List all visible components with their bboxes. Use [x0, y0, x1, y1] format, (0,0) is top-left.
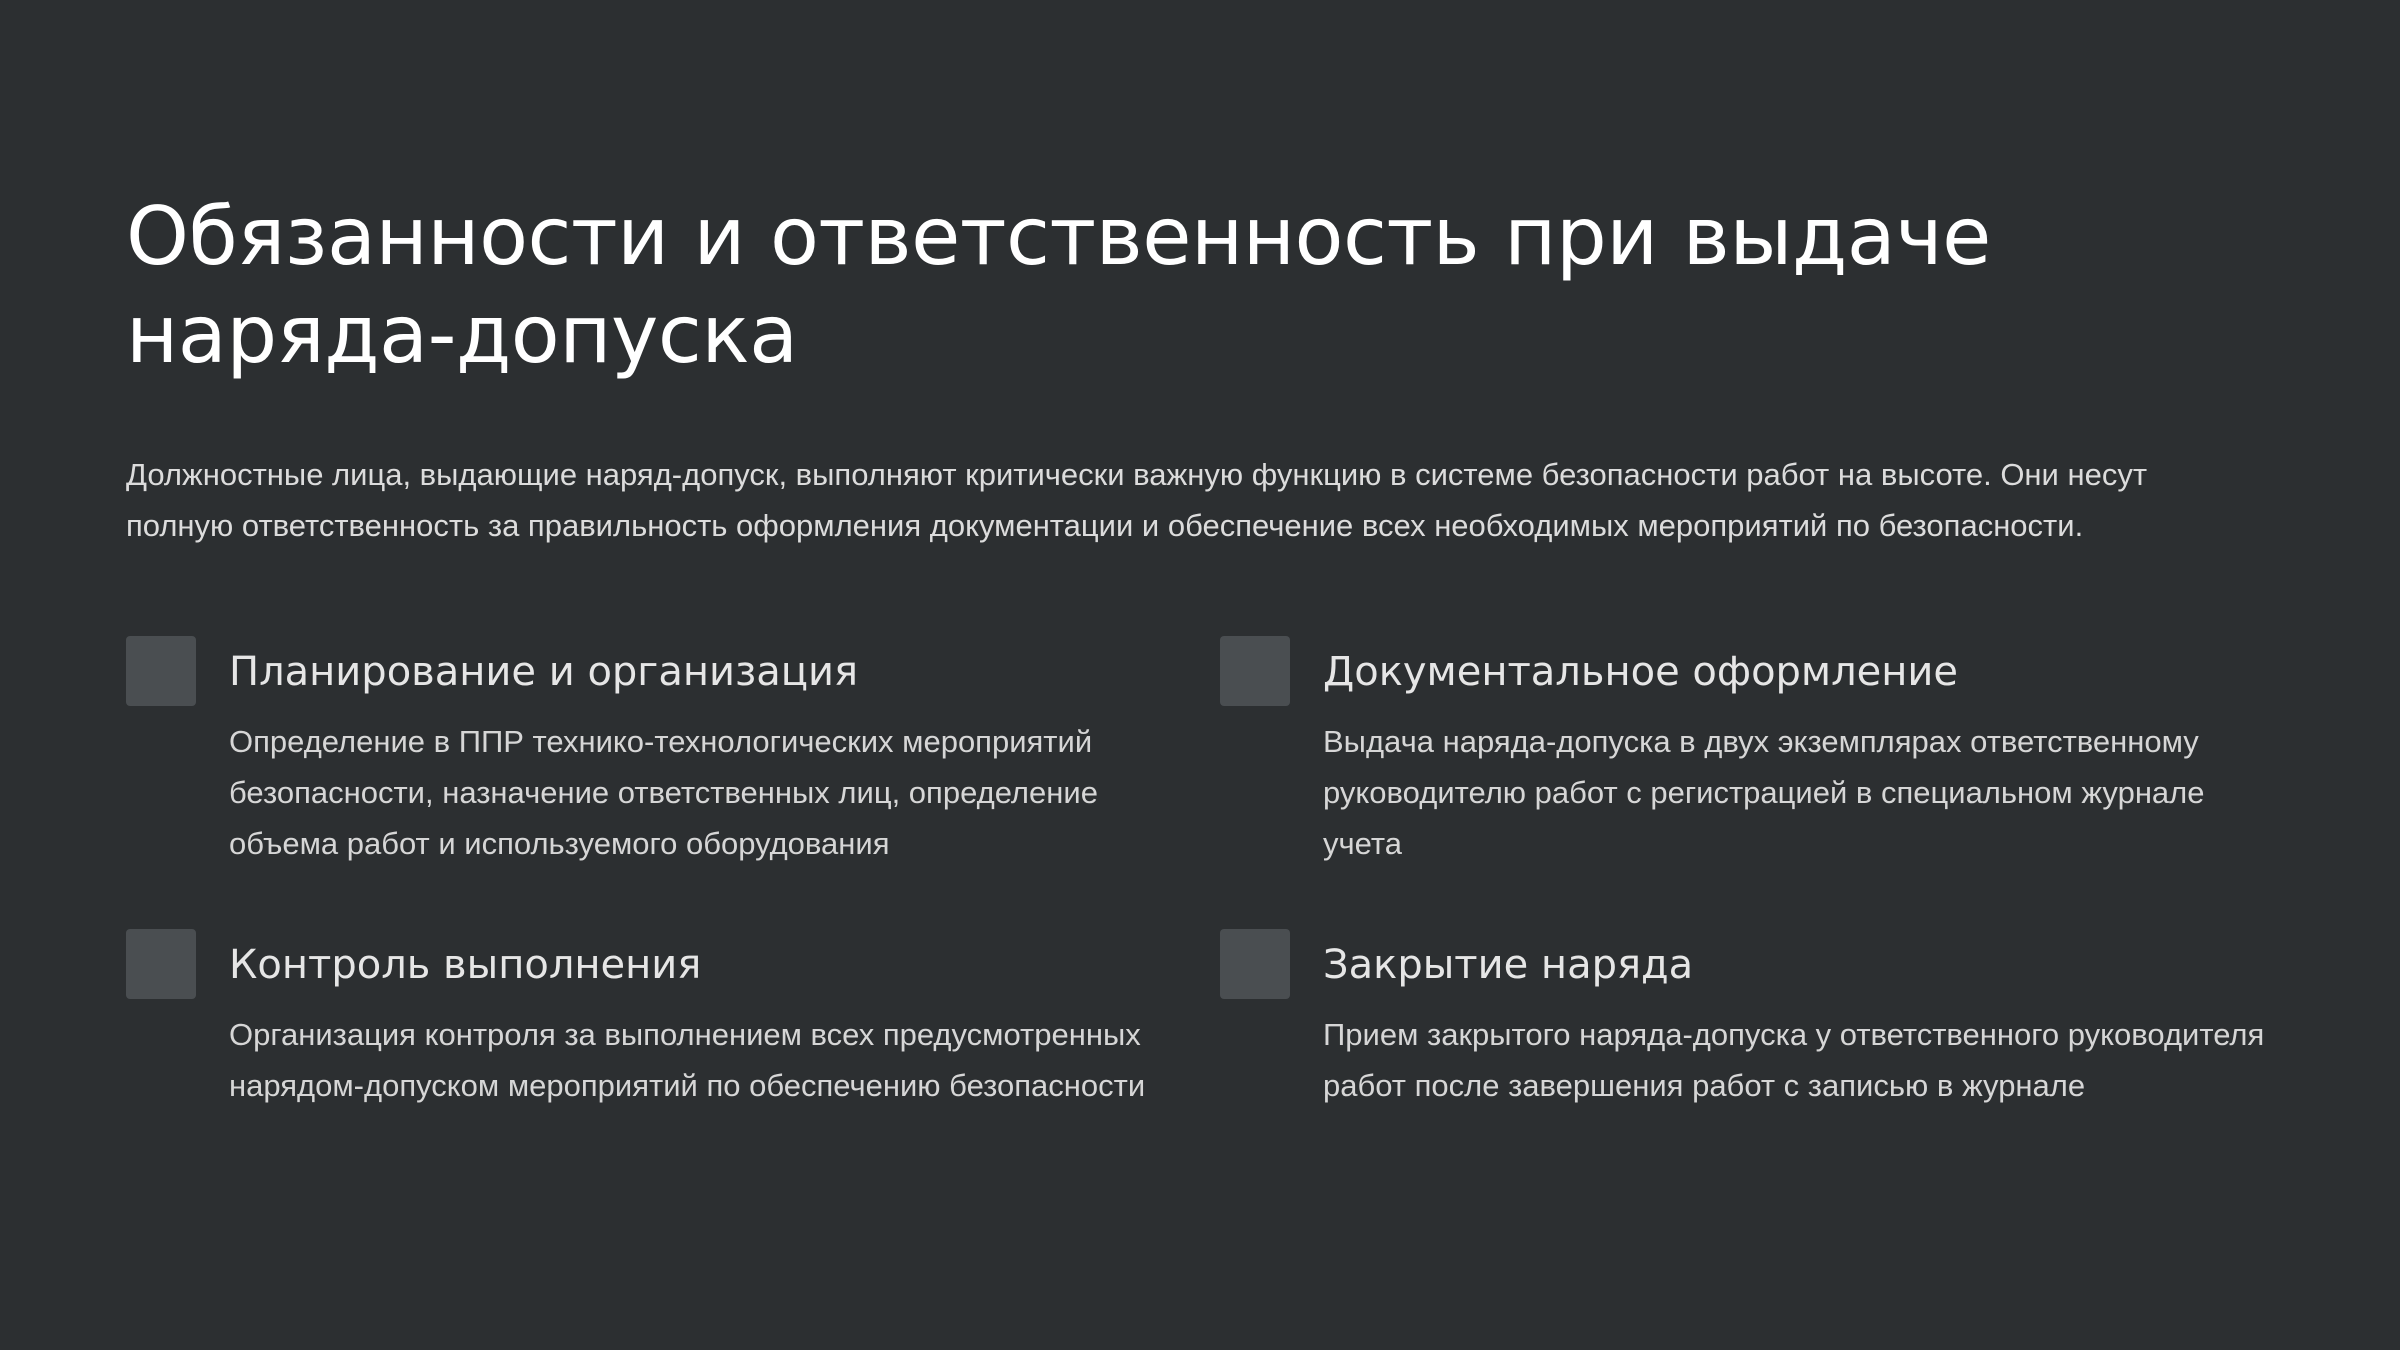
card-description: Выдача наряда-допуска в двух экземплярах ответственному руководителю работ с регистрацией в специальном журнале учета	[1323, 724, 2205, 861]
card-title: Планирование и организация	[229, 649, 859, 695]
card-control	[126, 929, 1146, 1169]
card-title: Закрытие наряда	[1323, 942, 1694, 988]
card-title: Документальное оформление	[1323, 649, 1959, 695]
placeholder-icon	[1220, 636, 1290, 706]
slide	[126, 0, 2286, 1350]
placeholder-icon	[1220, 929, 1290, 999]
card-planning	[126, 636, 1106, 876]
card-description: Определение в ППР технико-технологических мероприятий безопасности, назначение ответственных лиц, определение объема работ и используемого оборудования	[229, 724, 1098, 861]
slide-intro-paragraph: Должностные лица, выдающие наряд-допуск, выполняют критически важную функцию в системе безопасности работ на высоте. Они несут полную ответственность за правильность оформления документации и обеспечение всех необходимых мероприятий по безопасности.	[126, 457, 2148, 543]
card-documentation	[1220, 636, 2205, 876]
card-title: Контроль выполнения	[229, 942, 702, 988]
card-description: Прием закрытого наряда-допуска у ответственного руководителя работ после завершения работ с записью в журнале	[1323, 1017, 2265, 1103]
slide-title: Обязанности и ответственность при выдаче наряда-допуска	[126, 190, 1991, 381]
placeholder-icon	[126, 636, 196, 706]
card-description: Организация контроля за выполнением всех предусмотренных нарядом-допуском мероприятий по обеспечению безопасности	[229, 1017, 1146, 1103]
placeholder-icon	[126, 929, 196, 999]
card-closing	[1220, 929, 2265, 1169]
